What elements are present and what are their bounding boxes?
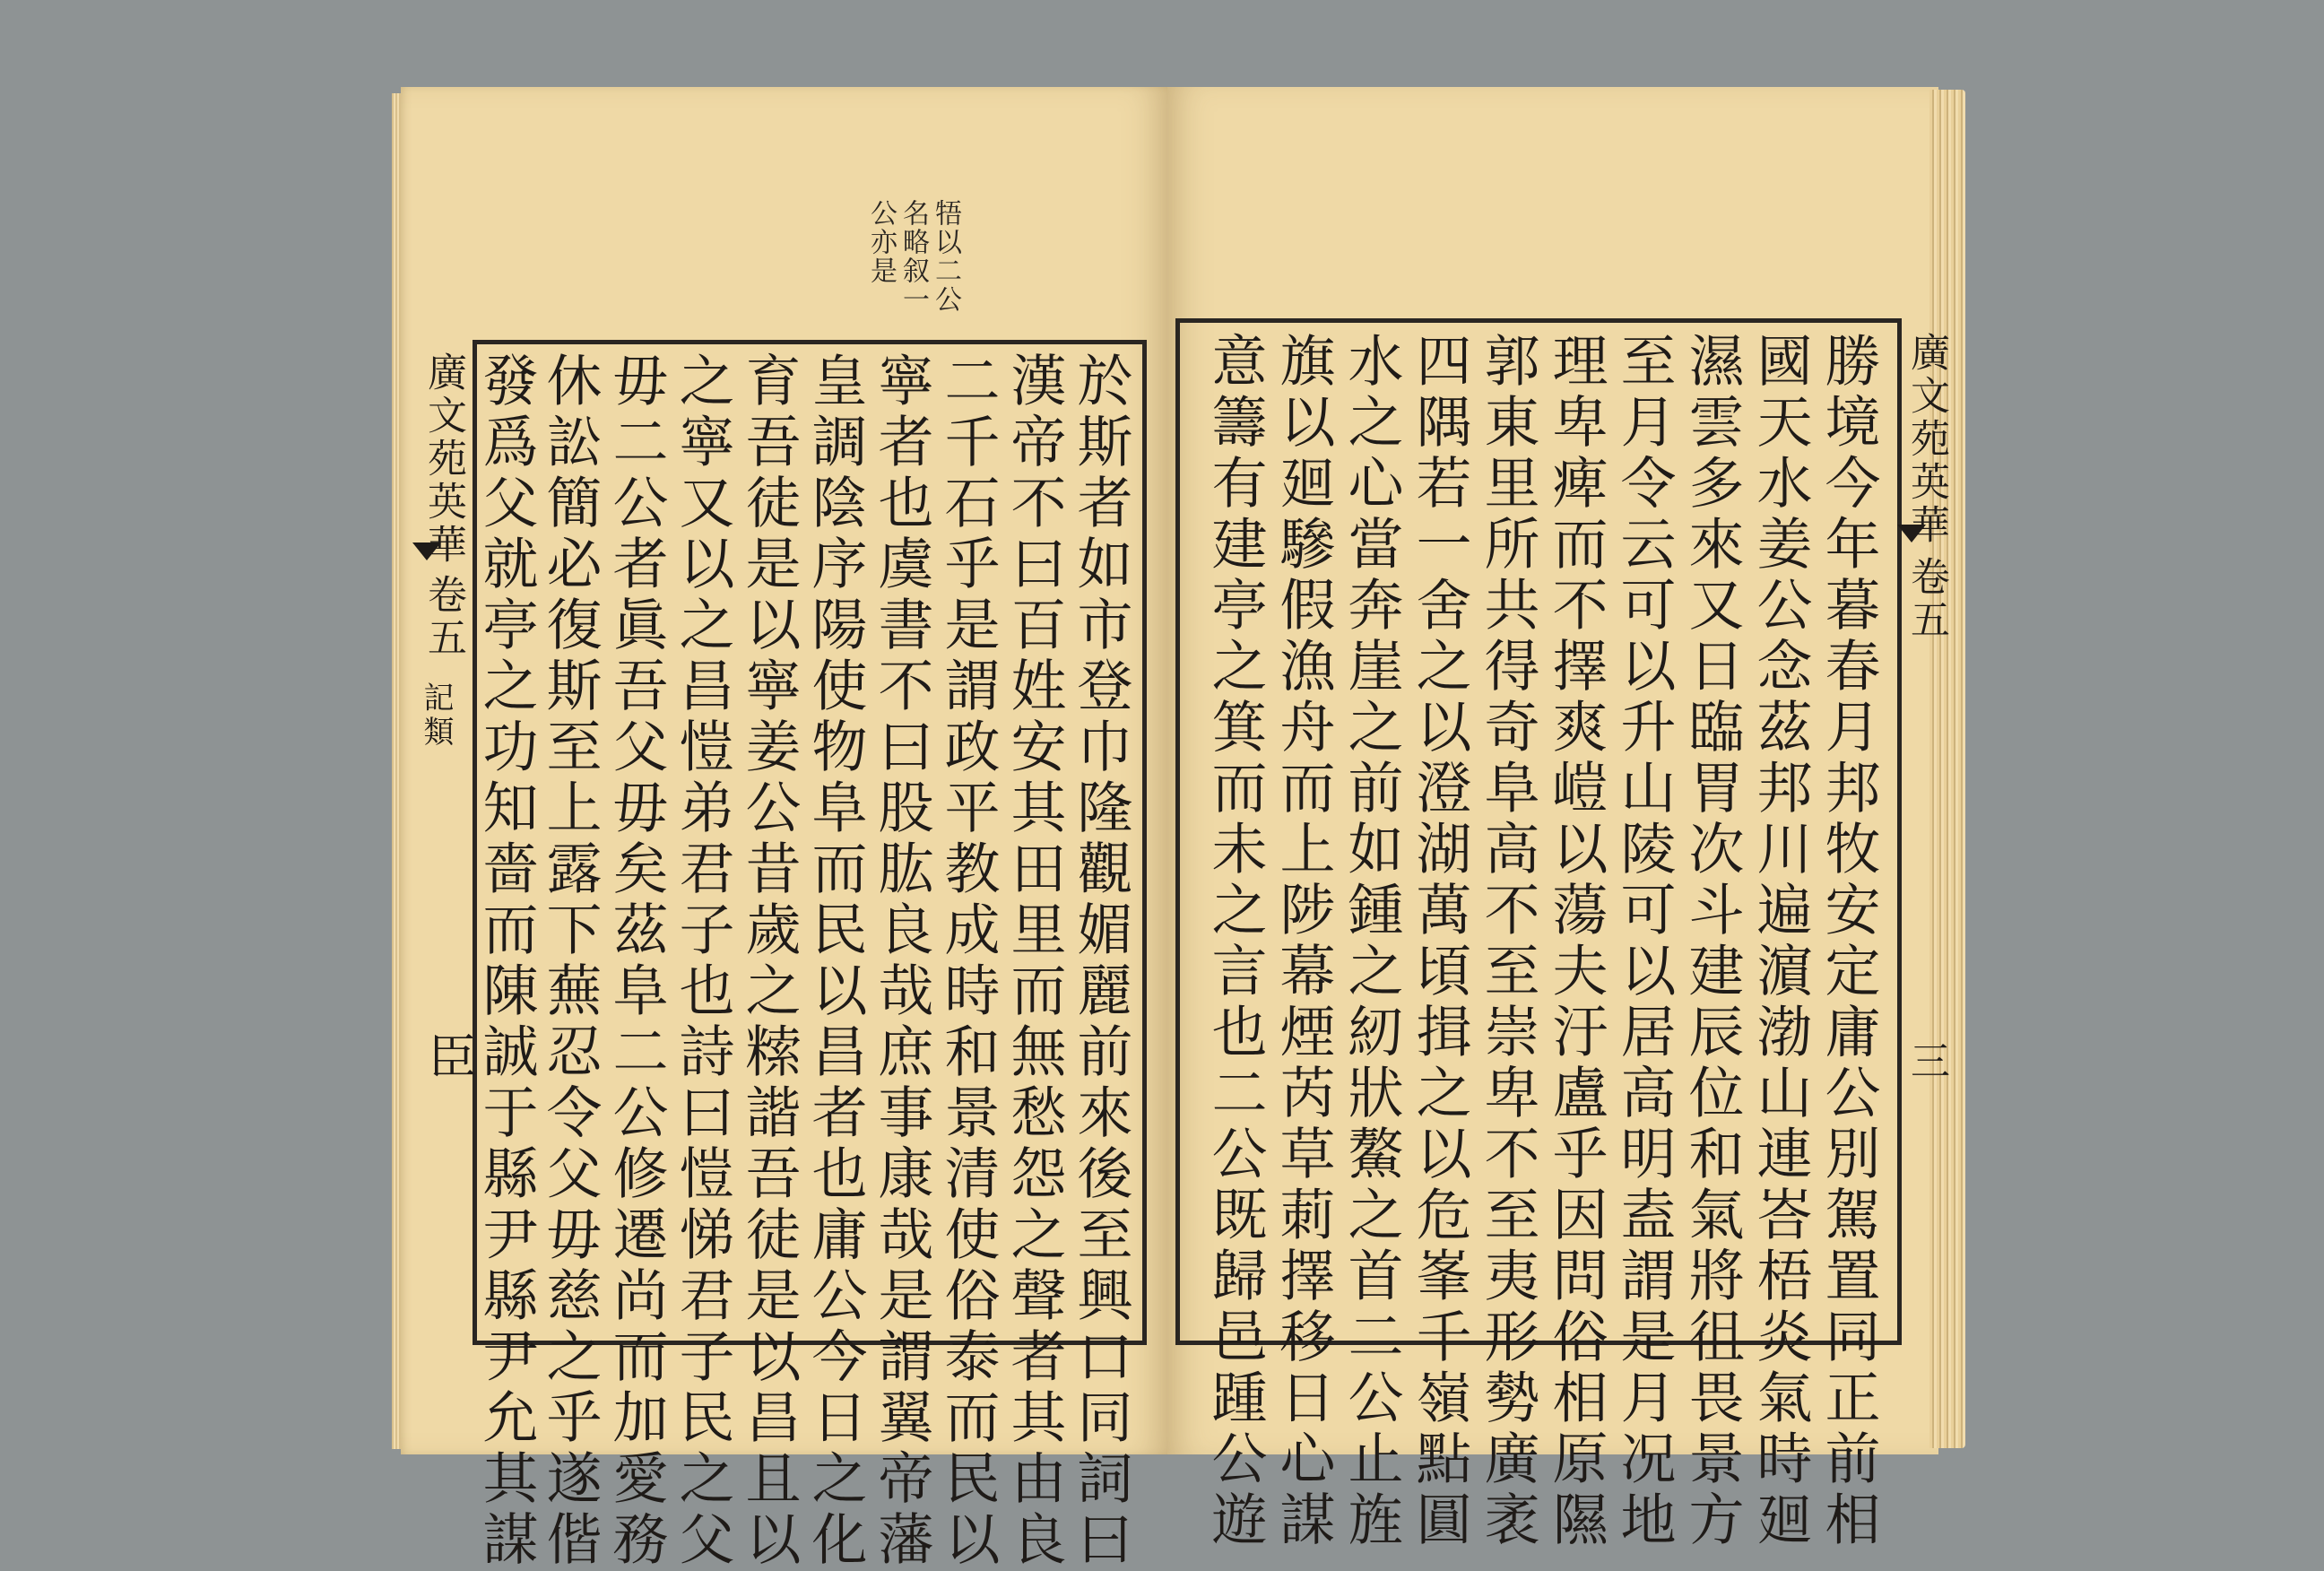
text-column: 休訟簡必復斯至上露下蕪忍令父毋慈之乎遂偕 — [537, 352, 603, 1571]
text-column: 至月令云可以升山陵可以居高明盍謂是月况地 — [1611, 332, 1677, 1551]
text-column: 漢帝不曰百姓安其田里而無愁怨之聲者其由良 — [1002, 352, 1067, 1571]
fold-page-number: 三 — [1903, 1040, 1949, 1083]
text-column: 皇調陰序陽使物阜而民以昌者也庸公今日之化 — [802, 352, 868, 1571]
text-column: 二千石乎是謂政平教成時和景清使俗泰而民以 — [935, 352, 1001, 1571]
text-column: 育吾徒是以寧姜公昔歲之𥻨諧吾徒是以昌且以 — [736, 352, 802, 1571]
text-column: 濕雲多來又日臨胃次斗建辰位和氣將徂畏景方 — [1679, 332, 1745, 1551]
fold-title: 廣文苑英華 — [421, 352, 466, 567]
text-column: 之寧又以之昌愷弟君子也詩曰愷悌君子民之父 — [670, 352, 735, 1571]
text-column: 於斯者如市登巾隆觀媚麗前來後至興口同詞曰 — [1068, 352, 1133, 1571]
text-column: 發爲父就亭之功知嗇而陳誠于縣尹縣尹允其謀 — [473, 352, 539, 1571]
text-column: 郭東里所共得奇阜高不至崇卑不至夷形勢廣袤 — [1475, 332, 1540, 1551]
fish-tail-mark — [1897, 525, 1926, 542]
text-column: 旗以廻驂假漁舟而上陟幕煙芮草莿擇移日心謀 — [1270, 332, 1336, 1551]
fold-volume: 卷五 — [421, 574, 466, 660]
text-column: 理卑痺而不擇爽嵦以蕩夫汙盧乎因問俗相原隰 — [1543, 332, 1609, 1551]
fold-footer: 臣 — [421, 1031, 477, 1083]
text-column: 勝境今年暮春月邦牧安定庸公別駕置同正前相 — [1816, 332, 1881, 1551]
fold-title: 廣文苑英華 — [1903, 332, 1949, 547]
right-page-edges — [1929, 90, 1965, 1448]
margin-note-line: 名略叙一 — [898, 199, 929, 314]
fish-tail-mark — [412, 542, 441, 560]
text-column: 寧者也虞書不曰股肱良哉庶事康哉是謂翼帝藩 — [869, 352, 934, 1571]
text-column: 意籌有建亭之箕而未之言也二公既歸邑踵公遊 — [1202, 332, 1268, 1551]
fold-volume: 卷五 — [1903, 556, 1949, 642]
text-column: 四隅若一舍之以澄湖萬頃揖之以危峯千嶺點圓 — [1407, 332, 1472, 1551]
text-column: 毋二公者眞吾父毋矣茲阜二公修遷尚而加愛務 — [603, 352, 669, 1571]
text-column: 水之心當奔崖之前如鍾之紉狀鰲之首二公止旌 — [1339, 332, 1404, 1551]
margin-note-line: 牾以二公 — [930, 199, 961, 314]
text-column: 國天水姜公念茲邦川遍濵渤山連峇梧炎氣時廻 — [1747, 332, 1813, 1551]
margin-note-line: 公亦是 — [865, 199, 897, 285]
fold-category: 記類 — [418, 681, 454, 750]
